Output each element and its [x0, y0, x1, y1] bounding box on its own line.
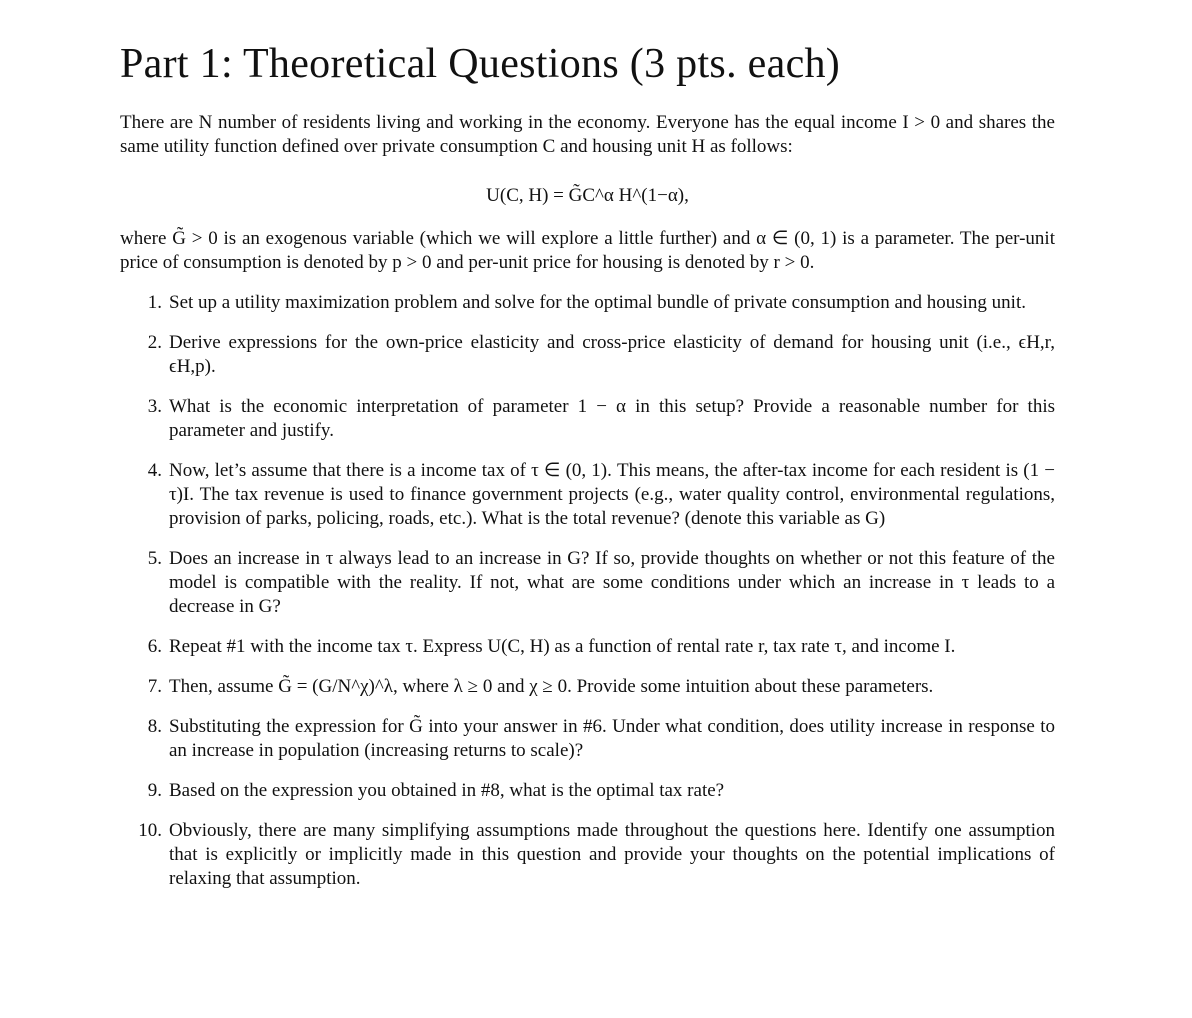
intro-paragraph: There are N number of residents living and working in the economy. Everyone has the equal income I > 0 and shares the same utility function defined over private consumption C and housing unit H as follows: [120, 112, 1055, 157]
question-text: Based on the expression you obtained in #8, what is the optimal tax rate? [169, 780, 725, 801]
question-text: What is the economic interpretation of parameter 1 − α in this setup? Provide a reasonable number for this parameter and justify. [169, 396, 1055, 441]
question-text: Derive expressions for the own-price elasticity and cross-price elasticity of demand for housing unit (i.e., ϵH,r, ϵH,p). [169, 332, 1055, 377]
question-item [120, 459, 1055, 531]
question-number: 1. [147, 292, 162, 313]
question-number: 3. [147, 396, 162, 417]
question-item [120, 715, 1055, 763]
question-number: 6. [147, 636, 162, 657]
question-number: 5. [147, 548, 162, 569]
question-text: Obviously, there are many simplifying assumptions made throughout the questions here. Identify one assumption that is explicitly or implicitly made in this question and provide your thoughts on the potential implications of relaxing that assumption. [169, 820, 1055, 889]
question-number: 9. [147, 780, 162, 801]
question-number: 8. [147, 716, 162, 737]
question-item [120, 547, 1055, 619]
question-text: Repeat #1 with the income tax τ. Express U(C, H) as a function of rental rate r, tax rate τ, and income I. [169, 636, 956, 657]
question-item [120, 779, 1055, 803]
question-item [120, 675, 1055, 699]
question-number: 2. [147, 332, 162, 353]
utility-equation: U(C, H) = G̃C^α H^(1−α), [486, 185, 689, 206]
question-text: Then, assume G̃ = (G/N^χ)^λ, where λ ≥ 0 and χ ≥ 0. Provide some intuition about these parameters. [169, 676, 934, 697]
document-page [120, 0, 1055, 907]
question-item [120, 291, 1055, 315]
question-item [120, 395, 1055, 443]
question-text: Set up a utility maximization problem and solve for the optimal bundle of private consumption and housing unit. [169, 292, 1026, 313]
question-number: 10. [138, 820, 162, 841]
page-title: Part 1: Theoretical Questions (3 pts. each) [120, 41, 841, 87]
definitions-paragraph: where G̃ > 0 is an exogenous variable (which we will explore a little further) and α ∈ (0, 1) is a parameter. The per-unit price of consumption is denoted by p > 0 and per-unit price for housing is denoted by r > 0. [120, 228, 1055, 273]
question-text: Now, let’s assume that there is a income tax of τ ∈ (0, 1). This means, the after-tax income for each resident is (1 − τ)I. The tax revenue is used to finance government projects (e.g., water quality control, environmental regulations, provision of parks, policing, roads, etc.). What is the total revenue? (denote this variable as G) [169, 460, 1055, 529]
question-item [120, 635, 1055, 659]
question-list [120, 291, 1055, 891]
question-item [120, 819, 1055, 891]
question-item [120, 331, 1055, 379]
question-text: Does an increase in τ always lead to an increase in G? If so, provide thoughts on whether or not this feature of the model is compatible with the reality. If not, what are some conditions under which an increase in τ leads to a decrease in G? [169, 548, 1055, 617]
question-text: Substituting the expression for G̃ into your answer in #6. Under what condition, does utility increase in response to an increase in population (increasing returns to scale)? [169, 716, 1055, 761]
question-number: 4. [147, 460, 162, 481]
question-number: 7. [147, 676, 162, 697]
